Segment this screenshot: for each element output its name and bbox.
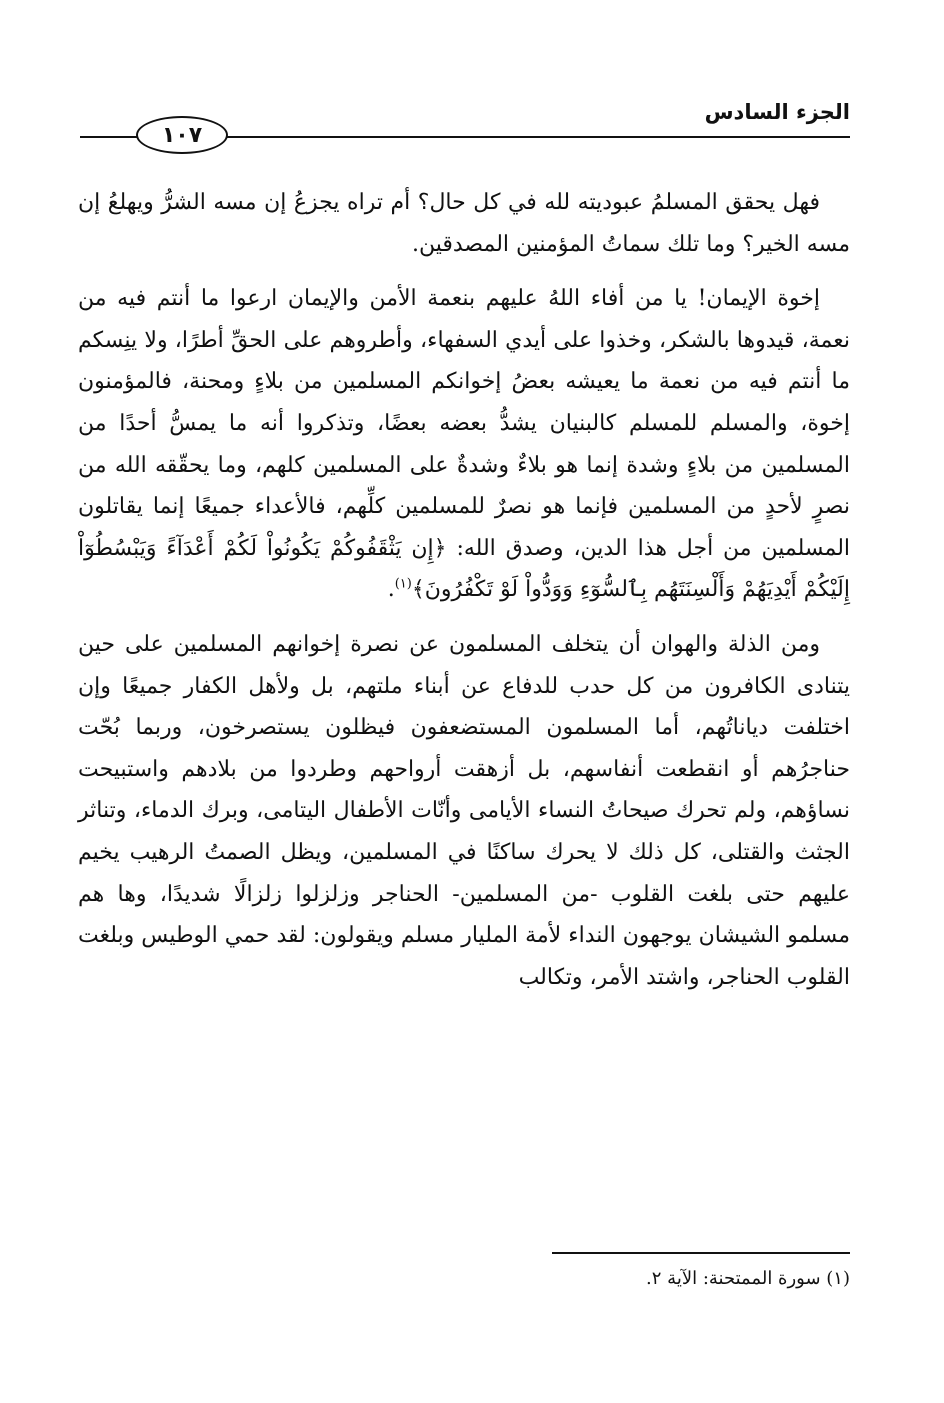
body-text: [78, 182, 850, 998]
footnote-rule: [552, 1252, 850, 1254]
paragraph-3: [78, 624, 850, 998]
page-header: [80, 100, 850, 150]
paragraph-1-text: فهل يحقق المسلمُ عبوديته لله في كل حال؟ أم تراه يجزعُ إن مسه الشرُّ ويهلعُ إن مسه الخير؟ وما تلك سماتُ المؤمنين المصدقين.: [78, 190, 850, 257]
paragraph-3-text: ومن الذلة والهوان أن يتخلف المسلمون عن نصرة إخوانهم المسلمين على حين يتنادى الكافرون من كل حدب للدفاع عن أبناء ملتهم، بل ولأهل الكفار جميعًا وإن اختلفت دياناتُهم، أما المسلمون المستضعفون فيظلون يستصرخون، وربما بُحّت حناجرُهم أو انقطعت أنفاسهم، بل أزهقت أرواحهم وطردوا من بلادهم واستبيحت نساؤهم، ولم تحرك صيحاتُ النساء الأيامى وأنّات الأطفال اليتامى، وبرك الدماء، وتناثر الجثث والقتلى، كل ذلك لا يحرك ساكنًا في المسلمين، ويظل الصمتُ الرهيب يخيم عليهم حتى بلغت القلوب -من المسلمين- الحناجر وزلزلوا زلزالًا شديدًا، وها هم مسلمو الشيشان يوجهون النداء لأمة المليار مسلم ويقولون: لقد حمي الوطيس وبلغت القلوب الحناجر، واشتد الأمر، وتكالب: [78, 631, 850, 990]
paragraph-1: [78, 182, 850, 265]
footnote: (١) سورة الممتحنة: الآية ٢.: [646, 1268, 850, 1289]
paragraph-2-text: إخوة الإيمان! يا من أفاء اللهُ عليهم بنعمة الأمن والإيمان ارعوا ما أنتم فيه من نعمة، قيدوها بالشكر، وخذوا على أيدي السفهاء، وأطروهم على الحقِّ أطرًا، ولا ينِسكم ما أنتم فيه من نعمة ما يعيشه بعضُ إخوانكم المسلمين من بلاءٍ ومحنة، فالمؤمنون إخوة، والمسلم للمسلم كالبنيان يشدُّ بعضه بعضًا، وتذكروا أنه ما يمسُّ أحدًا من المسلمين من بلاءٍ وشدة إنما هو بلاءٌ وشدةٌ على المسلمين كلهم، وما يحقّقه الله من نصرٍ لأحدٍ من المسلمين فإنما هو نصرٌ للمسلمين كلِّهم، فالأعداء جميعًا إنما يقاتلون المسلمين من أجل هذا الدين، وصدق الله:: [78, 286, 851, 561]
page-number-badge: ١٠٧: [136, 116, 228, 154]
paragraph-2: إخوة الإيمان! يا من أفاء اللهُ عليهم بنعمة الأمن والإيمان ارعوا ما أنتم فيه من نعمة، قيدوها بالشكر، وخذوا على أيدي السفهاء، وأطروهم على الحقِّ أطرًا، ولا ينِسكم ما أنتم فيه من نعمة ما يعيشه بعضُ إخوانكم المسلمين من بلاءٍ ومحنة، فالمؤمنون إخوة، والمسلم للمسلم كالبنيان يشدُّ بعضه بعضًا، وتذكروا أنه ما يمسُّ أحدًا من المسلمين من بلاءٍ وشدة إنما هو بلاءٌ وشدةٌ على المسلمين كلهم، وما يحقّقه الله من نصرٍ لأحدٍ من المسلمين فإنما هو نصرٌ للمسلمين كلِّهم، فالأعداء جميعًا إنما يقاتلون المسلمين من أجل هذا الدين، وصدق الله: ﴿إِن يَثْقَفُوكُمْ يَكُونُواْ لَكُمْ أَعْدَآءً وَيَبْسُطُوٓاْ إِلَيْكُمْ أَيْدِيَهُمْ وَأَلْسِنَتَهُم بِٱلسُّوٓءِ وَوَدُّواْ لَوْ تَكْفُرُونَ﴾$^{(١)}$.: [78, 286, 851, 603]
quran-verse: ﴿إِن يَثْقَفُوكُمْ يَكُونُواْ لَكُمْ أَعْدَآءً وَيَبْسُطُوٓاْ إِلَيْكُمْ أَيْدِيَهُمْ وَأَلْسِنَتَهُم بِٱلسُّوٓءِ وَوَدُّواْ لَوْ تَكْفُرُونَ﴾: [78, 535, 850, 603]
header-title: الجزء السادس: [704, 100, 850, 124]
footnote-reference: (١): [394, 577, 412, 593]
